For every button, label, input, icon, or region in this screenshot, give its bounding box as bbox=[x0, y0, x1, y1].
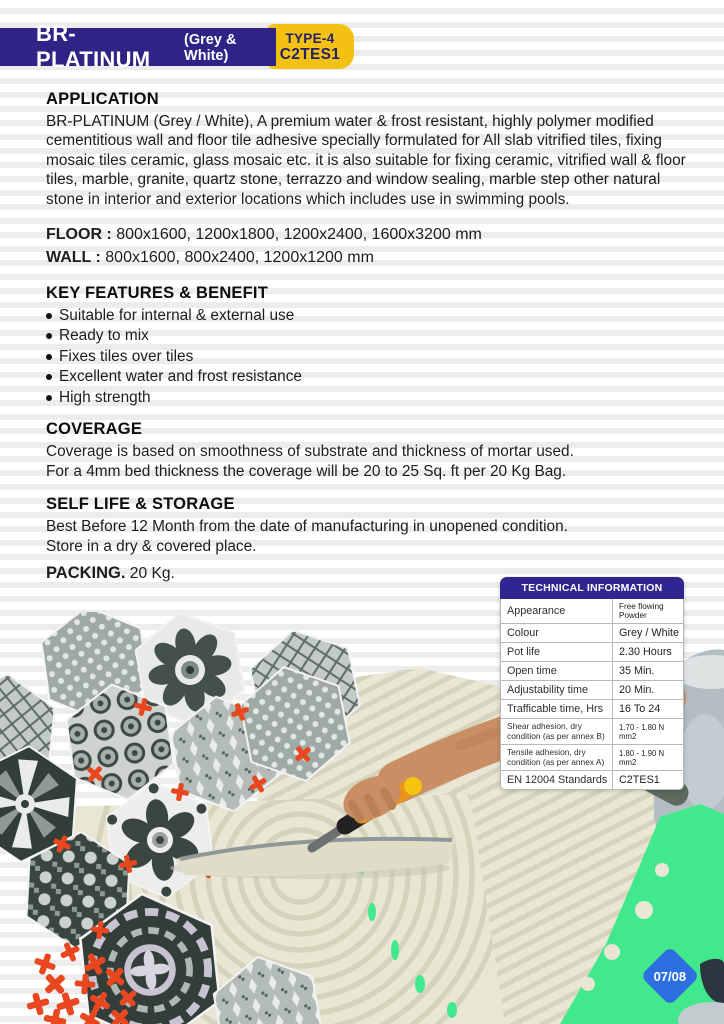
wall-sizes-label: WALL : bbox=[46, 249, 101, 267]
feature-text: Excellent water and frost resistance bbox=[59, 368, 302, 386]
floor-sizes-value: 800x1600, 1200x1800, 1200x2400, 1600x3200 mm bbox=[116, 226, 482, 244]
table-row bbox=[500, 662, 684, 681]
row-value: C2TES1 bbox=[619, 774, 660, 787]
row-value: Free flowing Powder bbox=[619, 602, 664, 620]
packing-value: 20 Kg. bbox=[129, 564, 175, 582]
table-row bbox=[500, 745, 684, 771]
row-value: 2.30 Hours bbox=[619, 646, 672, 658]
key-features-section bbox=[46, 284, 686, 408]
product-title: BR-PLATINUM bbox=[36, 21, 151, 72]
row-value: 16 To 24 bbox=[619, 703, 661, 715]
row-label: Shear adhesion, dry condition (as per annex B) bbox=[501, 719, 613, 744]
row-label: Colour bbox=[501, 624, 613, 642]
table-row bbox=[500, 771, 684, 790]
storage-line: Store in a dry & covered place. bbox=[46, 538, 257, 556]
table-row bbox=[500, 624, 684, 643]
storage-line: Best Before 12 Month from the date of manufacturing in unopened condition. bbox=[46, 517, 568, 535]
table-title: TECHNICAL INFORMATION bbox=[500, 577, 684, 599]
floor-sizes-label: FLOOR : bbox=[46, 226, 112, 244]
storage-heading: SELF LIFE & STORAGE bbox=[46, 494, 235, 513]
packing-label: PACKING. bbox=[46, 563, 126, 582]
list-item bbox=[46, 326, 686, 346]
feature-text: Suitable for internal & external use bbox=[59, 307, 295, 325]
row-label: Pot life bbox=[501, 643, 613, 661]
badge-class-label: C2TES1 bbox=[279, 45, 341, 63]
product-title-banner bbox=[0, 21, 276, 72]
coverage-section bbox=[46, 420, 686, 483]
row-value: 35 Min. bbox=[619, 665, 655, 677]
list-item bbox=[46, 347, 686, 367]
wall-sizes-row bbox=[46, 246, 686, 269]
row-label: Adjustability time bbox=[501, 681, 613, 699]
bullet-icon bbox=[46, 313, 52, 319]
bullet-icon bbox=[46, 333, 52, 339]
row-label: Tensile adhesion, dry condition (as per annex A) bbox=[501, 745, 613, 770]
floor-sizes-row bbox=[46, 223, 686, 246]
row-value: 20 Min. bbox=[619, 684, 655, 696]
row-label: Appearance bbox=[501, 599, 613, 623]
coverage-line: For a 4mm bed thickness the coverage will be 20 to 25 Sq. ft per 20 Kg Bag. bbox=[46, 463, 567, 481]
feature-text: Ready to mix bbox=[59, 327, 149, 345]
wall-sizes-value: 800x1600, 800x2400, 1200x1200 mm bbox=[105, 249, 374, 267]
feature-text: Fixes tiles over tiles bbox=[59, 347, 194, 365]
bullet-icon bbox=[46, 354, 52, 360]
list-item bbox=[46, 306, 686, 326]
coverage-line: Coverage is based on smoothness of substrate and thickness of mortar used. bbox=[46, 443, 574, 461]
table-row bbox=[500, 719, 684, 745]
feature-text: High strength bbox=[59, 388, 151, 406]
application-heading: APPLICATION bbox=[46, 90, 159, 108]
badge-type-label: TYPE-4 bbox=[285, 30, 335, 46]
type-class-badge bbox=[266, 24, 354, 69]
table-row bbox=[500, 599, 684, 624]
row-value: 1.80 - 1.90 N mm2 bbox=[619, 748, 665, 767]
key-features-heading: KEY FEATURES & BENEFIT bbox=[46, 284, 268, 303]
application-body: BR-PLATINUM (Grey / White), A premium water & frost resistant, highly polymer modified cementitious wall and floor tile adhesive specially formulated for All slab vitrified tiles, fixing mosaic tiles ceramic, glass mosaic etc. it is also suitable for fixing ceramic, vitrified wall & floor tiles, marble, granite, quartz stone, terrazzo and window sealing, marble step other natural stone in interior and exterior locations which includes use in swimming pools. bbox=[46, 113, 686, 208]
datasheet-content bbox=[46, 90, 686, 583]
coverage-heading: COVERAGE bbox=[46, 420, 143, 439]
row-label: Open time bbox=[501, 662, 613, 680]
table-row bbox=[500, 700, 684, 719]
row-value: Grey / White bbox=[619, 627, 679, 639]
bullet-icon bbox=[46, 395, 52, 401]
table-row bbox=[500, 643, 684, 662]
row-label: EN 12004 Standards bbox=[501, 771, 613, 789]
key-features-list bbox=[46, 306, 686, 408]
product-subtitle: (Grey & White) bbox=[184, 32, 237, 64]
technical-information-table bbox=[500, 577, 684, 790]
list-item bbox=[46, 367, 686, 387]
table-row bbox=[500, 681, 684, 700]
page-number: 07/08 bbox=[653, 968, 687, 984]
row-label: Trafficable time, Hrs bbox=[501, 700, 613, 718]
list-item bbox=[46, 388, 686, 408]
bullet-icon bbox=[46, 374, 52, 380]
storage-section bbox=[46, 495, 686, 558]
row-value: 1.70 - 1.80 N mm2 bbox=[619, 722, 665, 741]
